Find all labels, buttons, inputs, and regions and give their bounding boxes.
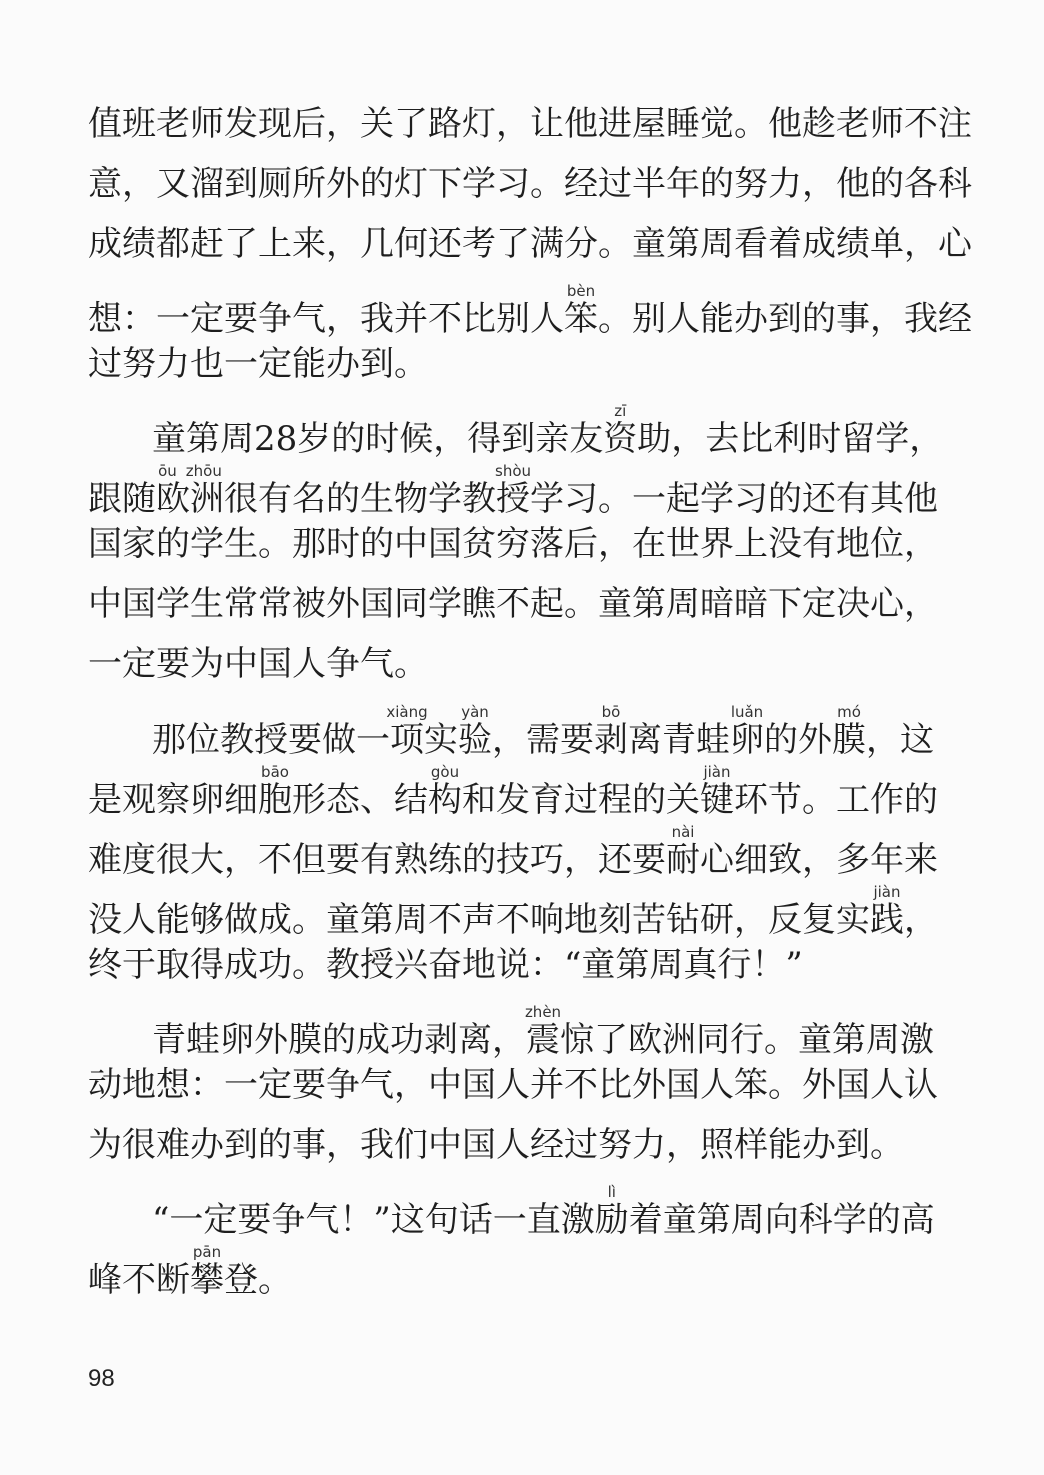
pinyin: yàn	[458, 703, 492, 721]
pinyin-annotated-char	[190, 1243, 224, 1300]
annotated-hanzi: 励	[594, 1200, 629, 1240]
text-segment: 终于取得成功。教授兴奋地说：“童第周真行！”	[88, 945, 803, 985]
text-segment: 过努力也一定能办到。	[88, 344, 428, 384]
text-segment: ，	[904, 900, 938, 940]
pinyin-annotated-char	[524, 1003, 562, 1060]
annotated-hanzi: 胞	[258, 780, 292, 820]
pinyin-annotated-char	[495, 462, 532, 519]
text-segment: 峰不断	[88, 1260, 190, 1300]
text-segment: 值班老师发现后，关了路灯，让他进屋睡觉。他趁老师不注	[88, 104, 972, 144]
text-segment: 惊了欧洲同行。童第周激	[560, 1020, 934, 1060]
text-segment: 一定要为中国人争气。	[88, 644, 428, 684]
pinyin: pān	[190, 1243, 224, 1261]
text-line	[88, 164, 972, 204]
text-segment: 和发育过程的关	[462, 780, 700, 820]
annotated-hanzi: 践	[870, 900, 904, 940]
pinyin: bèn	[564, 282, 598, 300]
pinyin-annotated-char	[870, 883, 904, 940]
text-segment: 实	[424, 720, 458, 760]
text-segment: 没人能够做成。童第周不声不响地刻苦钻研，反复实	[88, 900, 870, 940]
pinyin: jiàn	[870, 883, 904, 901]
text-segment: 难度很大，不但要有熟练的技巧，还要	[88, 840, 666, 880]
text-segment: 成绩都赶了上来，几何还考了满分。童第周看着成绩单，心	[88, 224, 972, 264]
pinyin-annotated-char	[730, 703, 764, 760]
text-segment: 国家的学生。那时的中国贫穷落后，在世界上没有地位，	[88, 524, 938, 564]
pinyin: lì	[594, 1183, 629, 1201]
text-segment: 。别人能办到的事，我经	[598, 299, 972, 339]
text-segment: ，需要	[492, 720, 594, 760]
pinyin: mó	[832, 703, 866, 721]
text-line	[88, 584, 938, 624]
annotated-hanzi: 授	[495, 479, 531, 519]
annotated-hanzi: 资	[603, 419, 638, 459]
annotated-hanzi: 欧洲	[156, 479, 224, 519]
text-line	[88, 945, 918, 985]
pinyin-annotated-char	[594, 703, 628, 760]
text-segment: 的外	[764, 720, 832, 760]
annotated-hanzi: 项	[386, 720, 428, 760]
text-line	[88, 883, 938, 940]
text-line	[88, 763, 938, 820]
text-segment: 青蛙卵外膜的成功剥离，	[152, 1020, 526, 1060]
pinyin-annotated-char	[666, 823, 700, 880]
text-line	[88, 1003, 934, 1060]
text-line	[88, 104, 972, 144]
pinyin-annotated-char	[156, 462, 224, 519]
pinyin: luǎn	[730, 703, 764, 721]
text-segment: 是观察卵细	[88, 780, 258, 820]
text-segment: 那位教授要做一	[152, 720, 390, 760]
text-segment: 为很难办到的事，我们中国人经过努力，照样能办到。	[88, 1125, 904, 1165]
text-line	[88, 703, 934, 760]
annotated-hanzi: 卵	[730, 720, 764, 760]
pinyin-annotated-char	[700, 763, 734, 820]
text-line	[88, 1243, 918, 1300]
page-number: 98	[88, 1365, 115, 1392]
text-segment: 形态、结	[292, 780, 428, 820]
text-segment: 环节。工作的	[734, 780, 938, 820]
text-segment: 很有名的生物学教	[224, 479, 496, 519]
pinyin-annotated-char	[594, 1183, 629, 1240]
pinyin: bāo	[258, 763, 292, 781]
annotated-hanzi: 耐	[666, 840, 700, 880]
pinyin: gòu	[428, 763, 462, 781]
text-segment: 中国学生常常被外国同学瞧不起。童第周暗暗下定决心，	[88, 584, 938, 624]
pinyin: xiàng	[386, 703, 428, 721]
text-line	[88, 282, 972, 339]
annotated-hanzi: 键	[700, 780, 734, 820]
text-line	[88, 1125, 918, 1165]
annotated-hanzi: 膜	[832, 720, 866, 760]
text-line	[88, 462, 938, 519]
text-segment: ，这	[866, 720, 934, 760]
text-segment: 意，又溜到厕所外的灯下学习。经过半年的努力，他的各科	[88, 164, 972, 204]
text-segment: 跟随	[88, 479, 156, 519]
pinyin: zī	[603, 402, 638, 420]
pinyin-annotated-char	[458, 703, 492, 760]
pinyin: bō	[594, 703, 628, 721]
annotated-hanzi: 构	[428, 780, 462, 820]
annotated-hanzi: 攀	[190, 1260, 224, 1300]
pinyin-annotated-char	[832, 703, 866, 760]
pinyin-annotated-char	[564, 282, 598, 339]
text-segment: 着童第周向科学的高	[628, 1200, 935, 1240]
pinyin: zhèn	[524, 1003, 562, 1021]
text-line	[88, 1183, 935, 1240]
pinyin-annotated-char	[603, 402, 638, 459]
text-line	[88, 402, 944, 459]
text-line	[88, 644, 918, 684]
text-segment: 童第周28岁的时候，得到亲友	[152, 419, 604, 459]
pinyin-annotated-char	[258, 763, 292, 820]
text-segment: 心细致，多年来	[700, 840, 938, 880]
pinyin: jiàn	[700, 763, 734, 781]
text-line	[88, 344, 918, 384]
text-line	[88, 224, 972, 264]
text-segment: 想：一定要争气，我并不比别人	[88, 299, 564, 339]
annotated-hanzi: 笨	[564, 299, 598, 339]
pinyin: nài	[666, 823, 700, 841]
annotated-hanzi: 验	[458, 720, 492, 760]
pinyin-annotated-char	[428, 763, 462, 820]
pinyin: shòu	[495, 462, 532, 480]
annotated-hanzi: 剥	[594, 720, 628, 760]
text-line	[88, 1065, 938, 1105]
text-line	[88, 823, 938, 880]
text-segment: 离青蛙	[628, 720, 730, 760]
text-segment: 助，去比利时留学，	[637, 419, 944, 459]
annotated-hanzi: 震	[524, 1020, 562, 1060]
pinyin: ōu zhōu	[156, 462, 224, 480]
text-segment: 登。	[224, 1260, 292, 1300]
text-segment: “一定要争气！”这句话一直激	[152, 1200, 595, 1240]
pinyin-annotated-char	[386, 703, 428, 760]
text-line	[88, 524, 938, 564]
text-segment: 动地想：一定要争气，中国人并不比外国人笨。外国人认	[88, 1065, 938, 1105]
text-segment: 学习。一起学习的还有其他	[530, 479, 938, 519]
